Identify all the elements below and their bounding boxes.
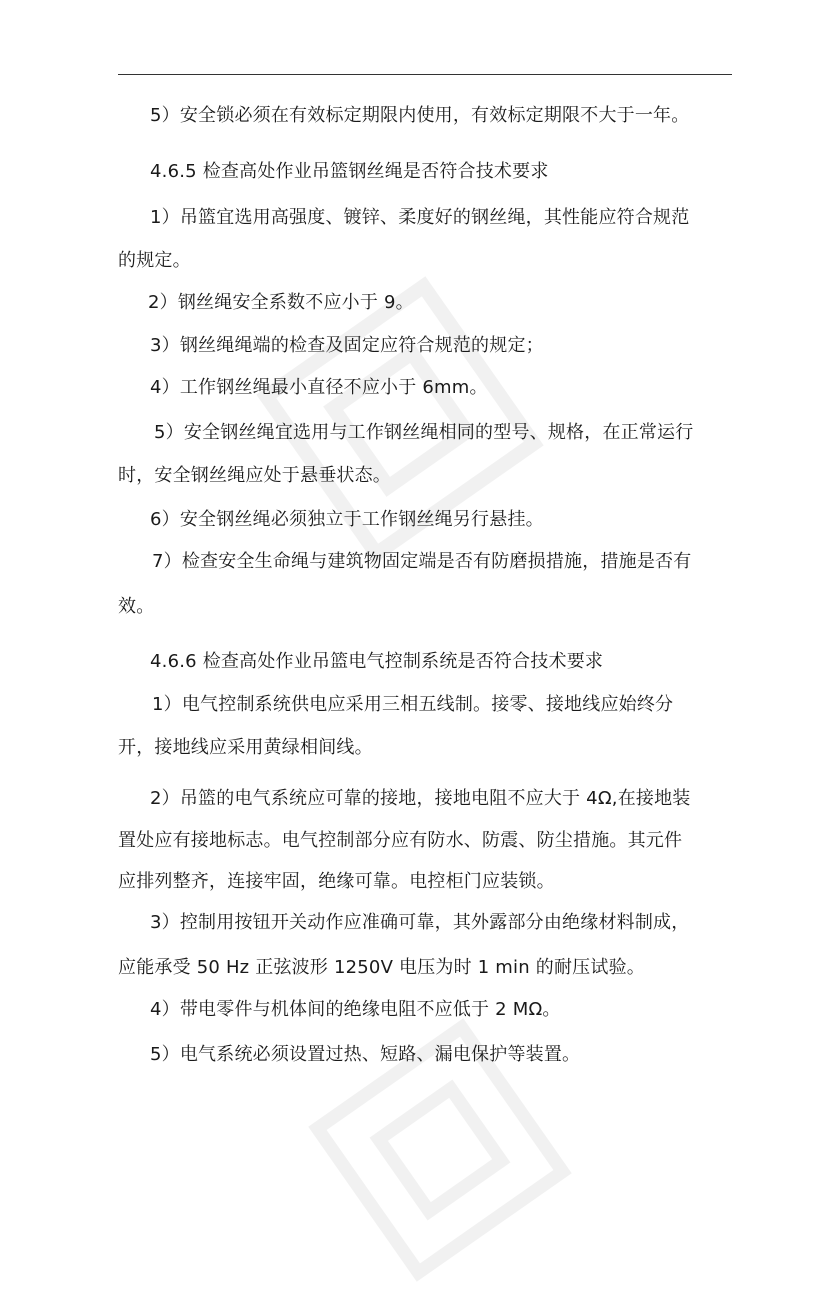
paragraph-line: 1）电气控制系统供电应采用三相五线制。接零、接地线应始终分: [152, 694, 674, 715]
paragraph-line: 5）安全钢丝绳宜选用与工作钢丝绳相同的型号、规格，在正常运行: [154, 422, 694, 443]
header-rule: [118, 74, 732, 75]
paragraph-line: 置处应有接地标志。电气控制部分应有防水、防震、防尘措施。其元件: [118, 830, 683, 851]
section-heading: 4.6.5 检查高处作业吊篮钢丝绳是否符合技术要求: [150, 161, 549, 182]
paragraph-line: 5）安全锁必须在有效标定期限内使用，有效标定期限不大于一年。: [150, 105, 690, 126]
paragraph-line: 开，接地线应采用黄绿相间线。: [118, 737, 373, 758]
paragraph-line: 4）工作钢丝绳最小直径不应小于 6mm。: [150, 377, 488, 398]
paragraph-line: 5）电气系统必须设置过热、短路、漏电保护等装置。: [150, 1044, 581, 1065]
paragraph-line: 的规定。: [118, 250, 191, 271]
paragraph-line: 效。: [118, 596, 155, 617]
paragraph-line: 时，安全钢丝绳应处于悬垂状态。: [118, 465, 391, 486]
paragraph-line: 3）钢丝绳绳端的检查及固定应符合规范的规定；: [150, 335, 544, 356]
paragraph-line: 7）检查安全生命绳与建筑物固定端是否有防磨损措施，措施是否有: [152, 551, 692, 572]
paragraph-line: 应能承受 50 Hz 正弦波形 1250V 电压为时 1 min 的耐压试验。: [118, 957, 645, 978]
section-heading: 4.6.6 检查高处作业吊篮电气控制系统是否符合技术要求: [150, 651, 604, 672]
paragraph-line: 应排列整齐，连接牢固，绝缘可靠。电控柜门应装锁。: [118, 871, 555, 892]
paragraph-line: 3）控制用按钮开关动作应准确可靠，其外露部分由绝缘材料制成，: [150, 912, 690, 933]
paragraph-line: 6）安全钢丝绳必须独立于工作钢丝绳另行悬挂。: [150, 509, 544, 530]
paragraph-line: 4）带电零件与机体间的绝缘电阻不应低于 2 MΩ。: [150, 999, 561, 1020]
paragraph-line: 2）钢丝绳安全系数不应小于 9。: [148, 292, 414, 313]
paragraph-line: 2）吊篮的电气系统应可靠的接地，接地电阻不应大于 4Ω,在接地装: [150, 788, 691, 809]
paragraph-line: 1）吊篮宜选用高强度、镀锌、柔度好的钢丝绳，其性能应符合规范: [150, 207, 690, 228]
